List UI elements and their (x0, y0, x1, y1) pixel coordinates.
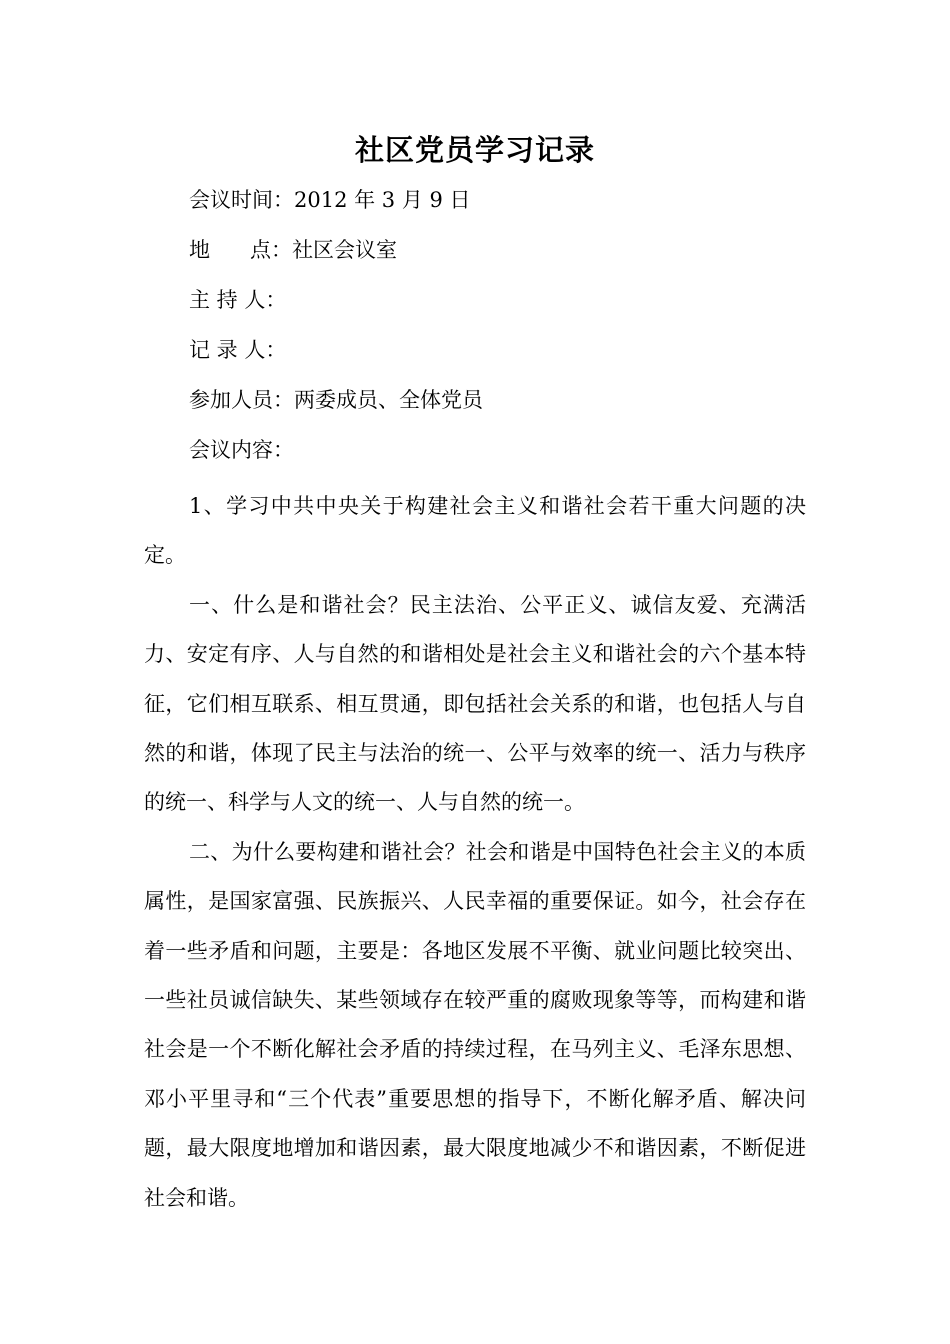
meeting-content-line (189, 435, 809, 465)
document-title: 社区党员学习记录 (354, 133, 595, 167)
meeting-attendees-value: 两委成员、全体党员 (294, 388, 483, 412)
meeting-attendees-label: 参加人员： (189, 388, 294, 412)
paragraph: 一、什么是和谐社会？民主法治、公平正义、诚信友爱、充满活力、安定有序、人与自然的和谐相处是社会主义和谐社会的六个基本特征，它们相互联系、相互贯通，即包括社会关系的和谐，也包括人与自然的和谐，体现了民主与法治的统一、公平与效率的统一、活力与秩序的统一、科学与人文的统一、人与自然的统一。 (144, 592, 806, 815)
meeting-recorder-label: 记 录 人： (189, 338, 287, 362)
meeting-content-label: 会议内容： (189, 438, 294, 462)
meeting-time-line (189, 185, 809, 215)
meeting-host-line (189, 285, 809, 315)
paragraph: 1、学习中共中央关于构建社会主义和谐社会若干重大问题的决定。 (144, 494, 806, 568)
meeting-place-label: 地 点： (189, 238, 293, 262)
meeting-place-value: 社区会议室 (292, 238, 398, 262)
meeting-host-label: 主 持 人： (189, 288, 287, 312)
meeting-recorder-line (189, 335, 809, 365)
meeting-attendees-line (189, 385, 809, 415)
meeting-time-label: 会议时间： (189, 188, 294, 212)
meeting-content-body (144, 482, 806, 1223)
meeting-time-value: 2012 年 3 月 9 日 (294, 188, 471, 212)
paragraph: 二、为什么要构建和谐社会？社会和谐是中国特色社会主义的本质属性，是国家富强、民族振兴、人民幸福的重要保证。如今，社会存在着一些矛盾和问题，主要是：各地区发展不平衡、就业问题比较突出、一些社员诚信缺失、某些领域存在较严重的腐败现象等等，而构建和谐社会是一个不断化解社会矛盾的持续过程，在马列主义、毛泽东思想、邓小平里寻和“三个代表”重要思想的指导下，不断化解矛盾、解决问题，最大限度地增加和谐因素，最大限度地减少不和谐因素，不断促进社会和谐。 (144, 839, 806, 1210)
meeting-place-line (189, 235, 809, 265)
